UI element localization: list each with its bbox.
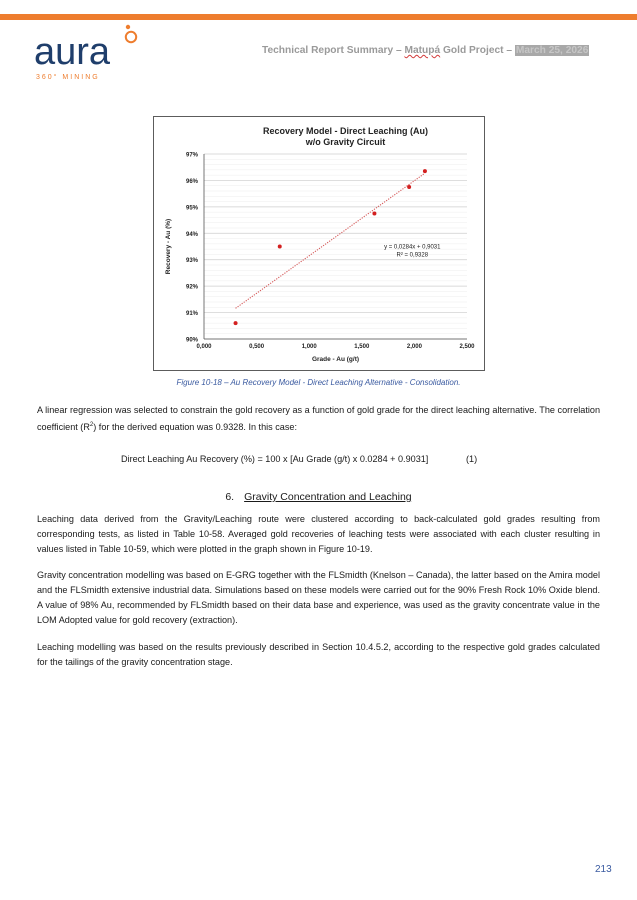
header-accent-bar (0, 14, 637, 20)
data-point (278, 245, 282, 249)
x-tick-label: 0,000 (196, 344, 212, 350)
y-tick-label: 94% (185, 231, 198, 238)
chart-subtitle: w/o Gravity Circuit (305, 137, 386, 147)
chart-title: Recovery Model - Direct Leaching (Au) (262, 126, 429, 136)
paragraph-leaching-data: Leaching data derived from the Gravity/Leaching route were clustered according to back-calculated gold grades resulting from corresponding tests, as listed in Table 10-58. Averaged gold recoveries of leaching tests were associated with each cluster resulting in values listed in Table 10-59, which were plotted in the graph shown in Figure 10-19. (37, 514, 600, 554)
header-project: Matupá (404, 45, 441, 56)
paragraph-regression-before: A linear regression was selected to constrain the gold recovery as a function of gold grade for the direct leaching alternative. The correlation coefficient (R (37, 405, 600, 433)
chart-canvas (154, 117, 484, 370)
logo-wordmark: aura (34, 31, 111, 73)
recovery-equation: Direct Leaching Au Recovery (%) = 100 x [Au Grade (g/t) x 0.0284 + 0.9031] (121, 454, 429, 464)
y-tick-label: 97% (185, 152, 198, 159)
x-tick-label: 1,000 (301, 344, 317, 350)
logo-circles-icon (123, 24, 141, 44)
figure-caption: Figure 10-18 – Au Recovery Model - Direct Leaching Alternative - Consolidation. (176, 378, 461, 387)
equation-number: (1) (466, 454, 478, 464)
y-tick-label: 96% (185, 178, 198, 185)
trendline-equation: y = 0,0284x + 0,9031 (384, 244, 441, 251)
data-point (372, 211, 376, 215)
y-tick-label: 93% (185, 258, 198, 265)
trendline (236, 173, 425, 308)
paragraph-gravity-modelling: Gravity concentration modelling was based on E-GRG together with the FLSmidth (Knelson – Canada), the latter based on the Amira model and the FLSmidth extensive industrial data. Simulations based on these models were carried out for the 90% Fresh Rock 10% Oxide blend. A value of 98% Au, recommended by FLSmidth based on their data base and experience, was used as the gravity concentrate value in the LOM Adopted value for gold recovery (extraction). (37, 570, 600, 625)
data-point (234, 321, 238, 325)
paragraph-regression (37, 403, 600, 435)
x-tick-label: 1,500 (354, 344, 370, 350)
paragraph-leaching-modelling: Leaching modelling was based on the results previously described in Section 10.4.5.2, according to the respective gold grades calculated for the tailings of the gravity concentration stage. (37, 642, 600, 667)
header-date: March 25, 2026 (515, 45, 589, 56)
data-point (423, 169, 427, 173)
section-number: 6. (225, 491, 235, 503)
y-tick-label: 91% (185, 311, 198, 318)
data-point (407, 185, 411, 189)
x-tick-label: 0,500 (249, 344, 265, 350)
header-title-middle: Gold Project – (440, 45, 515, 56)
x-tick-label: 2,500 (459, 344, 475, 350)
y-tick-label: 90% (185, 337, 198, 344)
paragraph-regression-after: ) for the derived equation was 0.9328. In this case: (93, 422, 297, 433)
section-heading (0, 491, 637, 503)
recovery-chart (153, 116, 485, 371)
section-title: Gravity Concentration and Leaching (244, 491, 412, 503)
running-header (262, 45, 589, 56)
trendline-r2: R² = 0,9328 (396, 252, 429, 259)
paragraph-regression-sup: 2 (89, 422, 94, 428)
y-tick-label: 95% (185, 205, 198, 212)
logo-tagline: 360° MINING (36, 74, 100, 81)
page-number: 213 (595, 864, 612, 875)
x-tick-label: 2,000 (406, 344, 422, 350)
y-axis-label: Recovery - Au (%) (165, 218, 172, 275)
header-title-prefix: Technical Report Summary – (262, 45, 405, 56)
y-tick-label: 92% (185, 284, 198, 291)
aura-logo (34, 24, 164, 84)
x-axis-label: Grade - Au (g/t) (311, 356, 360, 363)
